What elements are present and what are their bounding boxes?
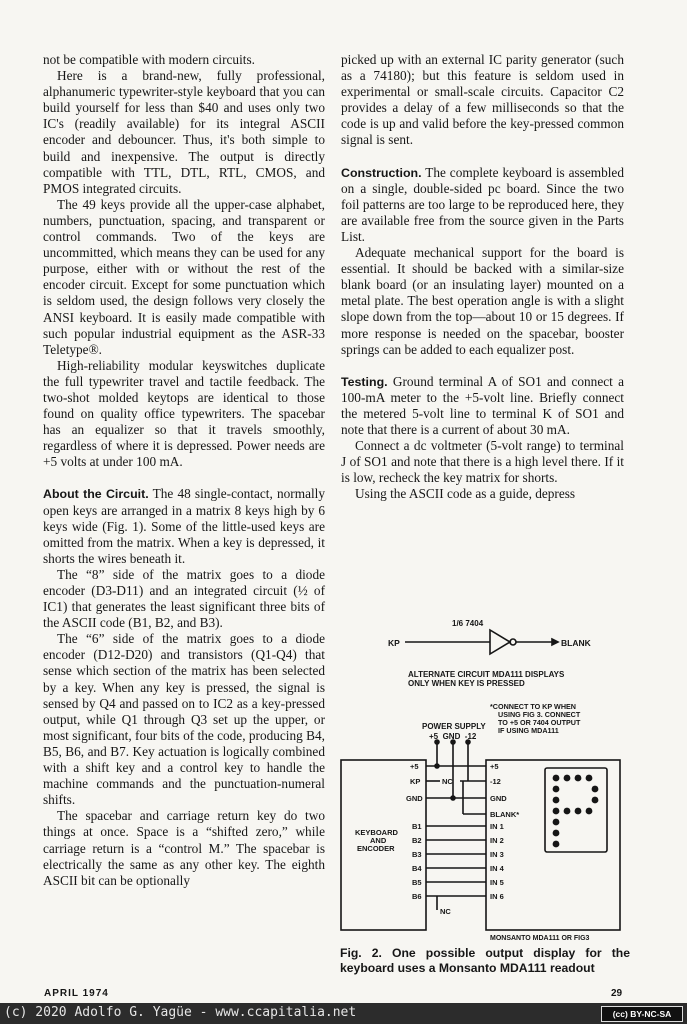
pin-label: B6 [412,892,422,901]
power-supply-pins: +5 GND -12 [429,732,477,741]
circuit-diagram [340,618,630,942]
pin-label: GND [490,794,507,803]
paragraph: High-reliability modular keyswitches duplicate the full typewriter travel and tactile feedback. The two-shot molded keytops are identical to those found on quality office typewriters. The spacebar has an equalizer so that it travels smoothly, regardless of where it is depressed. Power needs are +5 volts at under 100 mA. [43,357,325,470]
connect-note: IF USING MDA111 [498,726,559,735]
blank-label: BLANK [561,638,591,648]
keyboard-label: KEYBOARD [355,828,398,837]
readout-dots [553,775,599,848]
pin-label: IN 4 [490,864,504,873]
paragraph: The 49 keys provide all the upper-case alphabet, numbers, punctuation, spacing, and transparent or control commands. Two of the keys are uncommitted, which means they can be used for any purpose, either with or without the rest of the encoder circuit. Except for some punctuation which is seldom used, the design follows very closely the ANSI keyboard. It is easily made compatible with such popular industrial equipment as the ASR-33 Teletype®. [43,196,325,357]
left-text-column [43,52,325,889]
copyright-text: (c) 2020 Adolfo G. Yagüe - www.ccapitalia.net [4,1005,357,1020]
paragraph: not be compatible with modern circuits. [43,52,255,67]
pin-label: B1 [412,822,422,831]
pin-label: +5 [410,762,419,771]
pin-label: B3 [412,850,422,859]
paragraph-text: The complete keyboard is assembled on a single, double-sided pc board. Since the two foil patterns are too large to be reproduced here, they are available free from the source given in the Parts List. [341,164,624,244]
section-heading: Testing. [341,374,388,389]
issue-date: APRIL 1974 [44,988,109,999]
pin-label: B2 [412,836,422,845]
paragraph [43,486,325,566]
pin-label: IN 6 [490,892,504,901]
pin-label: IN 3 [490,850,504,859]
connect-note: *CONNECT TO KP WHEN [490,702,576,711]
power-supply-label: POWER SUPPLY [422,722,486,731]
pin-label: +5 [490,762,499,771]
pin-label: -12 [490,777,501,786]
display-label: MONSANTO MDA111 OR FIG3 [490,935,590,942]
nc-label: NC [442,777,453,786]
circuit-figure [340,618,630,942]
paragraph: Adequate mechanical support for the board is essential. It should be backed with a similar-size blank board (or an insulating layer) mounted on a metal plate. The best operation angle is with a slight slope down from the top—about 10 or 15 degrees. If more response is needed on the spacebar, booster springs can be added to each equalizer post. [341,245,624,357]
alternate-note: ONLY WHEN KEY IS PRESSED [408,679,525,688]
pin-label: B5 [412,878,422,887]
pin-label: IN 2 [490,836,504,845]
pin-label: IN 5 [490,878,504,887]
paragraph: The “8” side of the matrix goes to a diode encoder (D3-D11) and an integrated circuit (½ of IC1) that generates the least significant three bits of the ASCII code (B1, B2, and B3). [43,566,325,631]
paragraph-text: The 48 single-contact, normally open keys are arranged in a matrix 8 keys high by 6 keys wide (Fig. 1). Some of the little-used keys are omitted from the matrix. When a key is depressed, it shorts the wires beneath it. [43,486,326,566]
page-number: 29 [611,988,623,999]
paragraph: Using the ASCII code as a guide, depress [355,486,576,502]
paragraph: The “6” side of the matrix goes to a diode encoder (D12-D20) and transistors (Q1-Q4) that sense which section of the matrix has been selected by a key. When any key is pressed, the signal is sensed by Q4 and passed on to IC2 as a key-pressed output, while Q1 through Q3 set up the upper, or most significant, four bits of the code, producing B4, B5, B6, and B7. Key actuation is logically combined with a shift key and a control key to handle the machine commands and the punctuation-numeral shifts. [43,631,325,808]
pin-label: IN 1 [490,822,504,831]
nc-label: NC [440,907,451,916]
paragraph-text: Ground terminal A of SO1 and connect a 100-mA meter to the +5-volt line. Briefly connect the metered 5-volt line to terminal K of SO1 and note that there is a current of about 30 mA. [341,373,624,437]
pin-label: KP [410,777,421,786]
paragraph: picked up with an external IC parity generator (such as a 74180); but this feature is seldom used in experimental or small-scale circuits. Capacitor C2 provides a delay of a few milliseconds so that the code is up and valid before the key-pressed common signal is sent. [341,52,624,148]
section-heading: About the Circuit. [43,487,149,502]
paragraph [341,374,624,438]
pin-label: B4 [412,864,422,873]
alternate-note: ALTERNATE CIRCUIT MDA111 DISPLAYS [408,670,565,679]
paragraph: Here is a brand-new, fully professional, alphanumeric typewriter-style keyboard that you can build yourself for less than $40 and uses only two IC's (readily available) for its integral ASCII encoder and debouncer. Thus, it's both simple to build and inexpensive. The output is directly compatible with TTL, DTL, RTL, CMOS, and PMOS integrated circuits. [43,68,325,196]
section-heading: Construction. [341,165,422,180]
license-badge[interactable]: (cc) BY-NC-SA [601,1006,683,1022]
pin-label: BLANK* [490,810,520,819]
paragraph [341,165,624,245]
copyright-footer [0,1003,687,1024]
figure-caption: Fig. 2. One possible output display for the keyboard uses a Monsanto MDA111 readout [340,946,630,975]
keyboard-label: AND [370,836,387,845]
connect-note: TO +5 OR 7404 OUTPUT [498,718,581,727]
pin-label: GND [406,794,423,803]
connect-note: USING FIG 3. CONNECT [498,710,581,719]
right-text-column [341,52,624,502]
kp-label: KP [388,638,400,648]
keyboard-label: ENCODER [357,844,395,853]
gate-label: 1/6 7404 [452,619,484,628]
paragraph: The spacebar and carriage return key do two things at once. Space is a “shifted zero,” while carriage return is a “control M.” The spacebar is electrically the same as any other key. The eighth ASCII bit can be optionally [43,808,325,888]
paragraph: Connect a dc voltmeter (5-volt range) to terminal J of SO1 and note that there is a high level there. If it is low, recheck the key matrix for shorts. [341,438,624,486]
